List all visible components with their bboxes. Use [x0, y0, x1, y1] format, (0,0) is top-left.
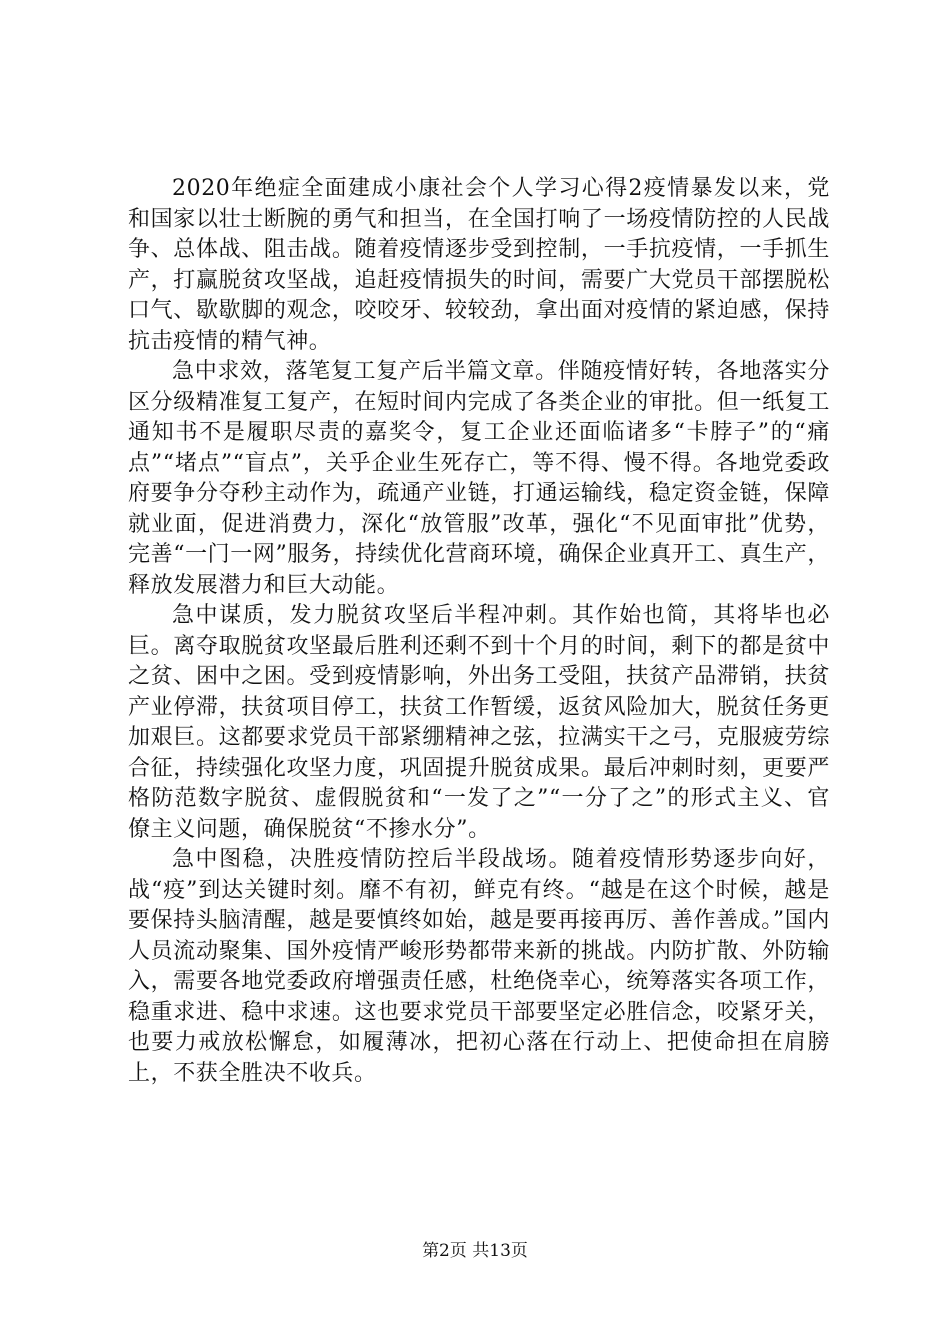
document-body — [128, 174, 830, 1089]
paragraph-epidemic-control: 急中图稳，决胜疫情防控后半段战场。随着疫情形势逐步向好，战“疫”到达关键时刻。靡不有初，鲜克有终。“越是在这个时候，越是要保持头脑清醒，越是要慎终如始，越是要再接再厉、善作善成。”国内人员流动聚集、国外疫情严峻形势都带来新的挑战。内防扩散、外防输入，需要各地党委政府增强责任感，杜绝侥幸心，统筹落实各项工作，稳重求进、稳中求速。这也要求党员干部要坚定必胜信念，咬紧牙关，也要力戒放松懈怠，如履薄冰，把初心落在行动上、把使命担在肩膀上，不获全胜决不收兵。 — [128, 847, 830, 1086]
paragraph-poverty-alleviation: 急中谋质，发力脱贫攻坚后半程冲刺。其作始也简，其将毕也必巨。离夺取脱贫攻坚最后胜利还剩不到十个月的时间，剩下的都是贫中之贫、困中之困。受到疫情影响，外出务工受阻，扶贫产品滞销，扶贫产业停滞，扶贫项目停工，扶贫工作暂缓，返贫风险加大，脱贫任务更加艰巨。这都要求党员干部紧绷精神之弦，拉满实干之弓，克服疲劳综合征，持续强化攻坚力度，巩固提升脱贫成果。最后冲刺时刻，更要严格防范数字脱贫、虚假脱贫和“一发了之”“一分了之”的形式主义、官僚主义问题，确保脱贫“不掺水分”。 — [128, 603, 830, 842]
paragraph-resume-production: 急中求效，落笔复工复产后半篇文章。伴随疫情好转，各地落实分区分级精准复工复产，在短时间内完成了各类企业的审批。但一纸复工通知书不是履职尽责的嘉奖令，复工企业还面临诸多“卡脖子”的“痛点”“堵点”“盲点”，关乎企业生死存亡，等不得、慢不得。各地党委政府要争分夺秒主动作为，疏通产业链，打通运输线，稳定资金链，保障就业面，促进消费力，深化“放管服”改革，强化“不见面审批”优势，完善“一门一网”服务，持续优化营商环境，确保企业真开工、真生产，释放发展潜力和巨大动能。 — [128, 359, 830, 598]
page-footer: 第2页 共13页 — [422, 1241, 528, 1261]
paragraph-intro: 2020年绝症全面建成小康社会个人学习心得2疫情暴发以来，党和国家以壮士断腕的勇气和担当，在全国打响了一场疫情防控的人民战争、总体战、阻击战。随着疫情逐步受到控制，一手抗疫情，一手抓生产，打赢脱贫攻坚战，追赶疫情损失的时间，需要广大党员干部摆脱松口气、歇歇脚的观念，咬咬牙、较较劲，拿出面对疫情的紧迫感，保持抗击疫情的精气神。 — [128, 176, 830, 354]
